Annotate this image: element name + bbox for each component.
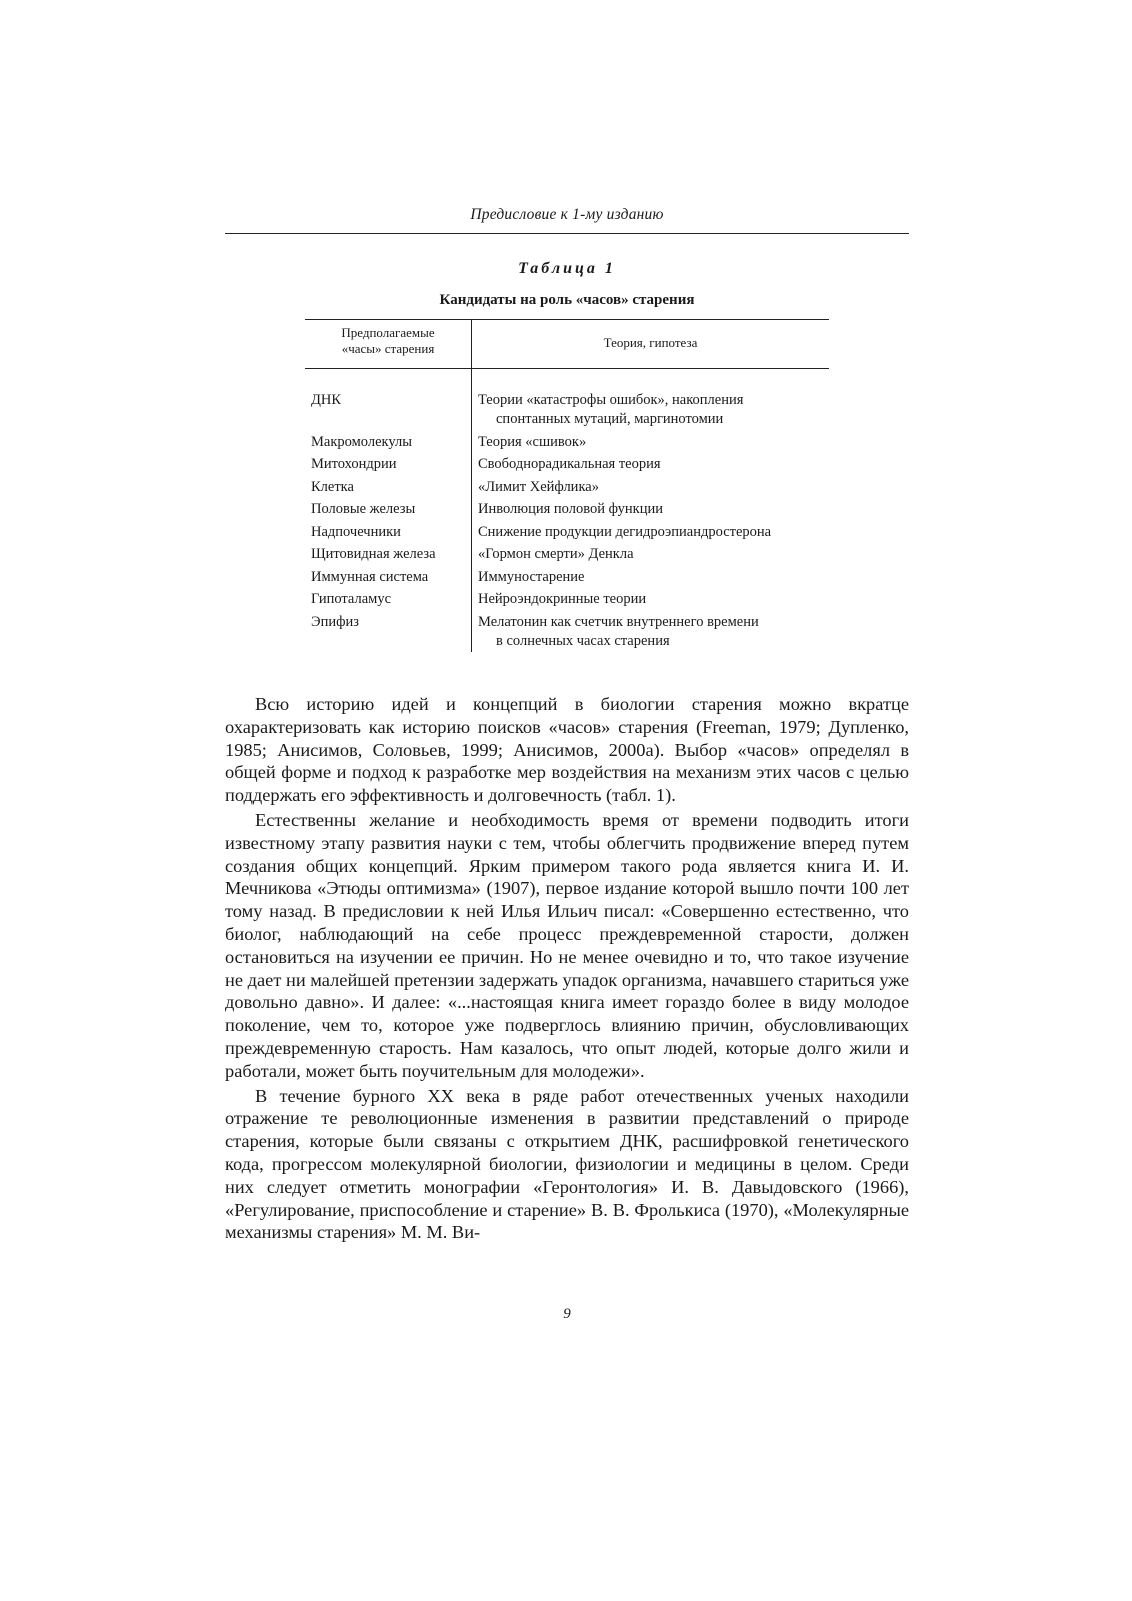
theory-text: «Гормон смерти» Денкла <box>478 546 634 562</box>
table-row <box>305 478 829 497</box>
table-number: Таблица 1 <box>518 260 616 277</box>
aging-clocks-table <box>305 319 829 652</box>
paragraph: В течение бурного XX века в ряде работ отечественных ученых находили отражение те революционные изменения в развитии представлений о природе старения, которые были связаны с открытием ДНК, расшифровкой генетического кода, прогрессом молекулярной биологии, физиологии и медицины в целом. Среди них следует отметить монографии «Геронтология» И. В. Давыдовского (1966), «Регулирование, приспособление и старение» В. В. Фролькиса (1970), «Молекулярные механизмы старения» М. М. Ви- <box>225 1085 909 1243</box>
table-cell-clock: Надпочечники <box>311 523 401 540</box>
theory-text: Свободнорадикальная теория <box>478 456 661 472</box>
table-cell-theory <box>471 545 829 564</box>
table-cell-clock: Иммунная система <box>311 568 429 585</box>
table-cell-theory <box>471 500 829 519</box>
header-rule <box>225 233 909 234</box>
table-row <box>305 500 829 519</box>
theory-text: Нейроэндокринные теории <box>478 591 647 607</box>
table-body <box>305 391 829 654</box>
body-text <box>225 693 909 1246</box>
table-cell-theory <box>471 433 829 452</box>
table-top-rule <box>305 319 829 320</box>
table-cell-theory <box>471 391 829 429</box>
theory-text: Инволюция половой функции <box>478 501 663 517</box>
table-cell-theory <box>471 568 829 587</box>
table-row <box>305 391 829 429</box>
table-cell-theory <box>471 523 829 542</box>
table-cell-clock: Макромолекулы <box>311 433 412 450</box>
table-cell-clock: ДНК <box>311 392 342 408</box>
table-cell-clock: Гипоталамус <box>311 591 392 607</box>
table-row <box>305 613 829 651</box>
table-cell-theory <box>471 590 829 609</box>
theory-text: Иммуностарение <box>478 568 585 585</box>
table-row <box>305 590 829 609</box>
theory-text-continuation: в солнечных часах старения <box>496 632 670 649</box>
theory-text-continuation: спонтанных мутаций, маргинотомии <box>496 411 724 427</box>
table-cell-clock: Митохондрии <box>311 456 397 472</box>
paragraph: Естественны желание и необходимость время от времени подводить итоги известному этапу развития науки с тем, чтобы облегчить продвижение вперед путем создания общих концепций. Ярким примером такого рода является книга И. И. Мечникова «Этюды оптимизма» (1907), первое издание которой вышло почти 100 лет тому назад. В предисловии к ней Илья Ильич писал: «Совершенно естественно, что биолог, наблюдающий на себе процесс преждевременной старости, должен остановиться на изучении ее причин. Но не менее очевидно и то, что такое изучение не дает ни малейшей претензии задержать упадок организма, начавшего стариться уже довольно давно». И далее: «...настоящая книга имеет гораздо более в виду молодое поколение, чем то, которое уже подверглось влиянию причин, обусловливающих преждевременную старость. Нам казалось, что опыт людей, которые долго жили и работали, может быть поучительным для молодежи». <box>225 809 909 1081</box>
table-cell-theory <box>471 455 829 474</box>
theory-text: Теория «сшивок» <box>478 433 587 450</box>
table-header-rule <box>305 368 829 369</box>
table-cell-clock: Щитовидная железа <box>311 546 436 562</box>
table-title: Кандидаты на роль «часов» старения <box>439 292 695 308</box>
table-row <box>305 433 829 452</box>
table-row <box>305 568 829 587</box>
table-row <box>305 523 829 542</box>
column-header-clocks <box>305 325 471 357</box>
theory-text: «Лимит Хейфлика» <box>478 478 599 495</box>
running-head: Предисловие к 1-му изданию <box>470 206 664 223</box>
page-number: 9 <box>563 1306 571 1322</box>
table-cell-theory <box>471 613 829 651</box>
column-header-clocks-line1: Предполагаемые «часы» старения <box>341 325 435 356</box>
table-cell-clock: Клетка <box>311 478 354 495</box>
theory-text: Снижение продукции дегидроэпиандростерона <box>478 523 772 540</box>
table-row <box>305 455 829 474</box>
table-row <box>305 545 829 564</box>
table-cell-clock: Половые железы <box>311 501 416 517</box>
theory-text: Теории «катастрофы ошибок», накопления <box>478 392 744 408</box>
table-cell-clock: Эпифиз <box>311 613 359 630</box>
column-header-theory: Теория, гипотеза <box>603 335 698 350</box>
table-cell-theory <box>471 478 829 497</box>
theory-text: Мелатонин как счетчик внутреннего времени <box>478 613 759 630</box>
paragraph: Всю историю идей и концепций в биологии старения можно вкратце охарактеризовать как историю поисков «часов» старения (Freeman, 1979; Дупленко, 1985; Анисимов, Соловьев, 1999; Анисимов, 2000а). Выбор «часов» определял в общей форме и подход к разработке мер воздействия на механизм этих часов с целью поддержать его эффективность и долговечность (табл. 1). <box>225 694 909 806</box>
